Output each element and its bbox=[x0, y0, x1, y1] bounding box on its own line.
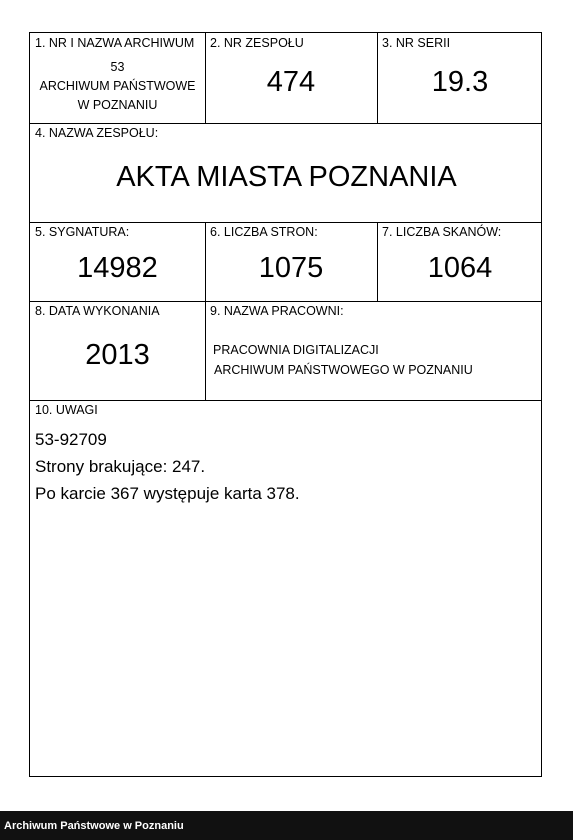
archive-name-line1: ARCHIWUM PAŃSTWOWE bbox=[39, 79, 196, 93]
scan-count-value: 1064 bbox=[427, 252, 493, 284]
fonds-number-label: 2. NR ZESPOŁU bbox=[210, 36, 304, 50]
fonds-name-label: 4. NAZWA ZESPOŁU: bbox=[35, 126, 159, 140]
studio-label: 9. NAZWA PRACOWNI: bbox=[210, 304, 344, 318]
page-count-cell bbox=[205, 222, 377, 301]
signature-label: 5. SYGNATURA: bbox=[35, 225, 130, 239]
notes-body bbox=[35, 430, 300, 511]
page-count-value: 1075 bbox=[258, 252, 324, 284]
archive-cell bbox=[30, 33, 205, 123]
archive-name-line2: W POZNANIU bbox=[77, 98, 158, 112]
fonds-number-cell bbox=[205, 33, 377, 123]
fonds-name-cell bbox=[30, 123, 543, 222]
notes-label: 10. UWAGI bbox=[35, 403, 98, 417]
metadata-card bbox=[29, 32, 542, 777]
page-count-label: 6. LICZBA STRON: bbox=[210, 225, 318, 239]
series-number-label: 3. NR SERII bbox=[382, 36, 451, 50]
fonds-number-value: 474 bbox=[266, 66, 316, 98]
footer-text: Archiwum Państwowe w Poznaniu bbox=[4, 820, 184, 832]
footer-bar bbox=[0, 811, 573, 840]
date-value: 2013 bbox=[85, 339, 150, 371]
divider bbox=[30, 400, 541, 401]
studio-cell bbox=[205, 301, 543, 400]
date-label: 8. DATA WYKONANIA bbox=[35, 304, 160, 318]
series-number-cell bbox=[377, 33, 543, 123]
notes-line: 53-92709 bbox=[35, 430, 107, 449]
fonds-name-value: AKTA MIASTA POZNANIA bbox=[116, 161, 457, 193]
date-cell bbox=[30, 301, 205, 400]
archive-label: 1. NR I NAZWA ARCHIWUM bbox=[35, 36, 195, 50]
studio-line1: PRACOWNIA DIGITALIZACJI bbox=[213, 343, 379, 357]
signature-value: 14982 bbox=[77, 252, 158, 284]
archive-number: 53 bbox=[110, 60, 125, 74]
scan-count-cell bbox=[377, 222, 543, 301]
studio-line2: ARCHIWUM PAŃSTWOWEGO W POZNANIU bbox=[214, 363, 473, 377]
notes-line: Strony brakujące: 247. bbox=[35, 457, 206, 476]
scan-count-label: 7. LICZBA SKANÓW: bbox=[382, 225, 502, 239]
series-number-value: 19.3 bbox=[431, 66, 489, 98]
signature-cell bbox=[30, 222, 205, 301]
notes-line: Po karcie 367 występuje karta 378. bbox=[35, 484, 300, 503]
